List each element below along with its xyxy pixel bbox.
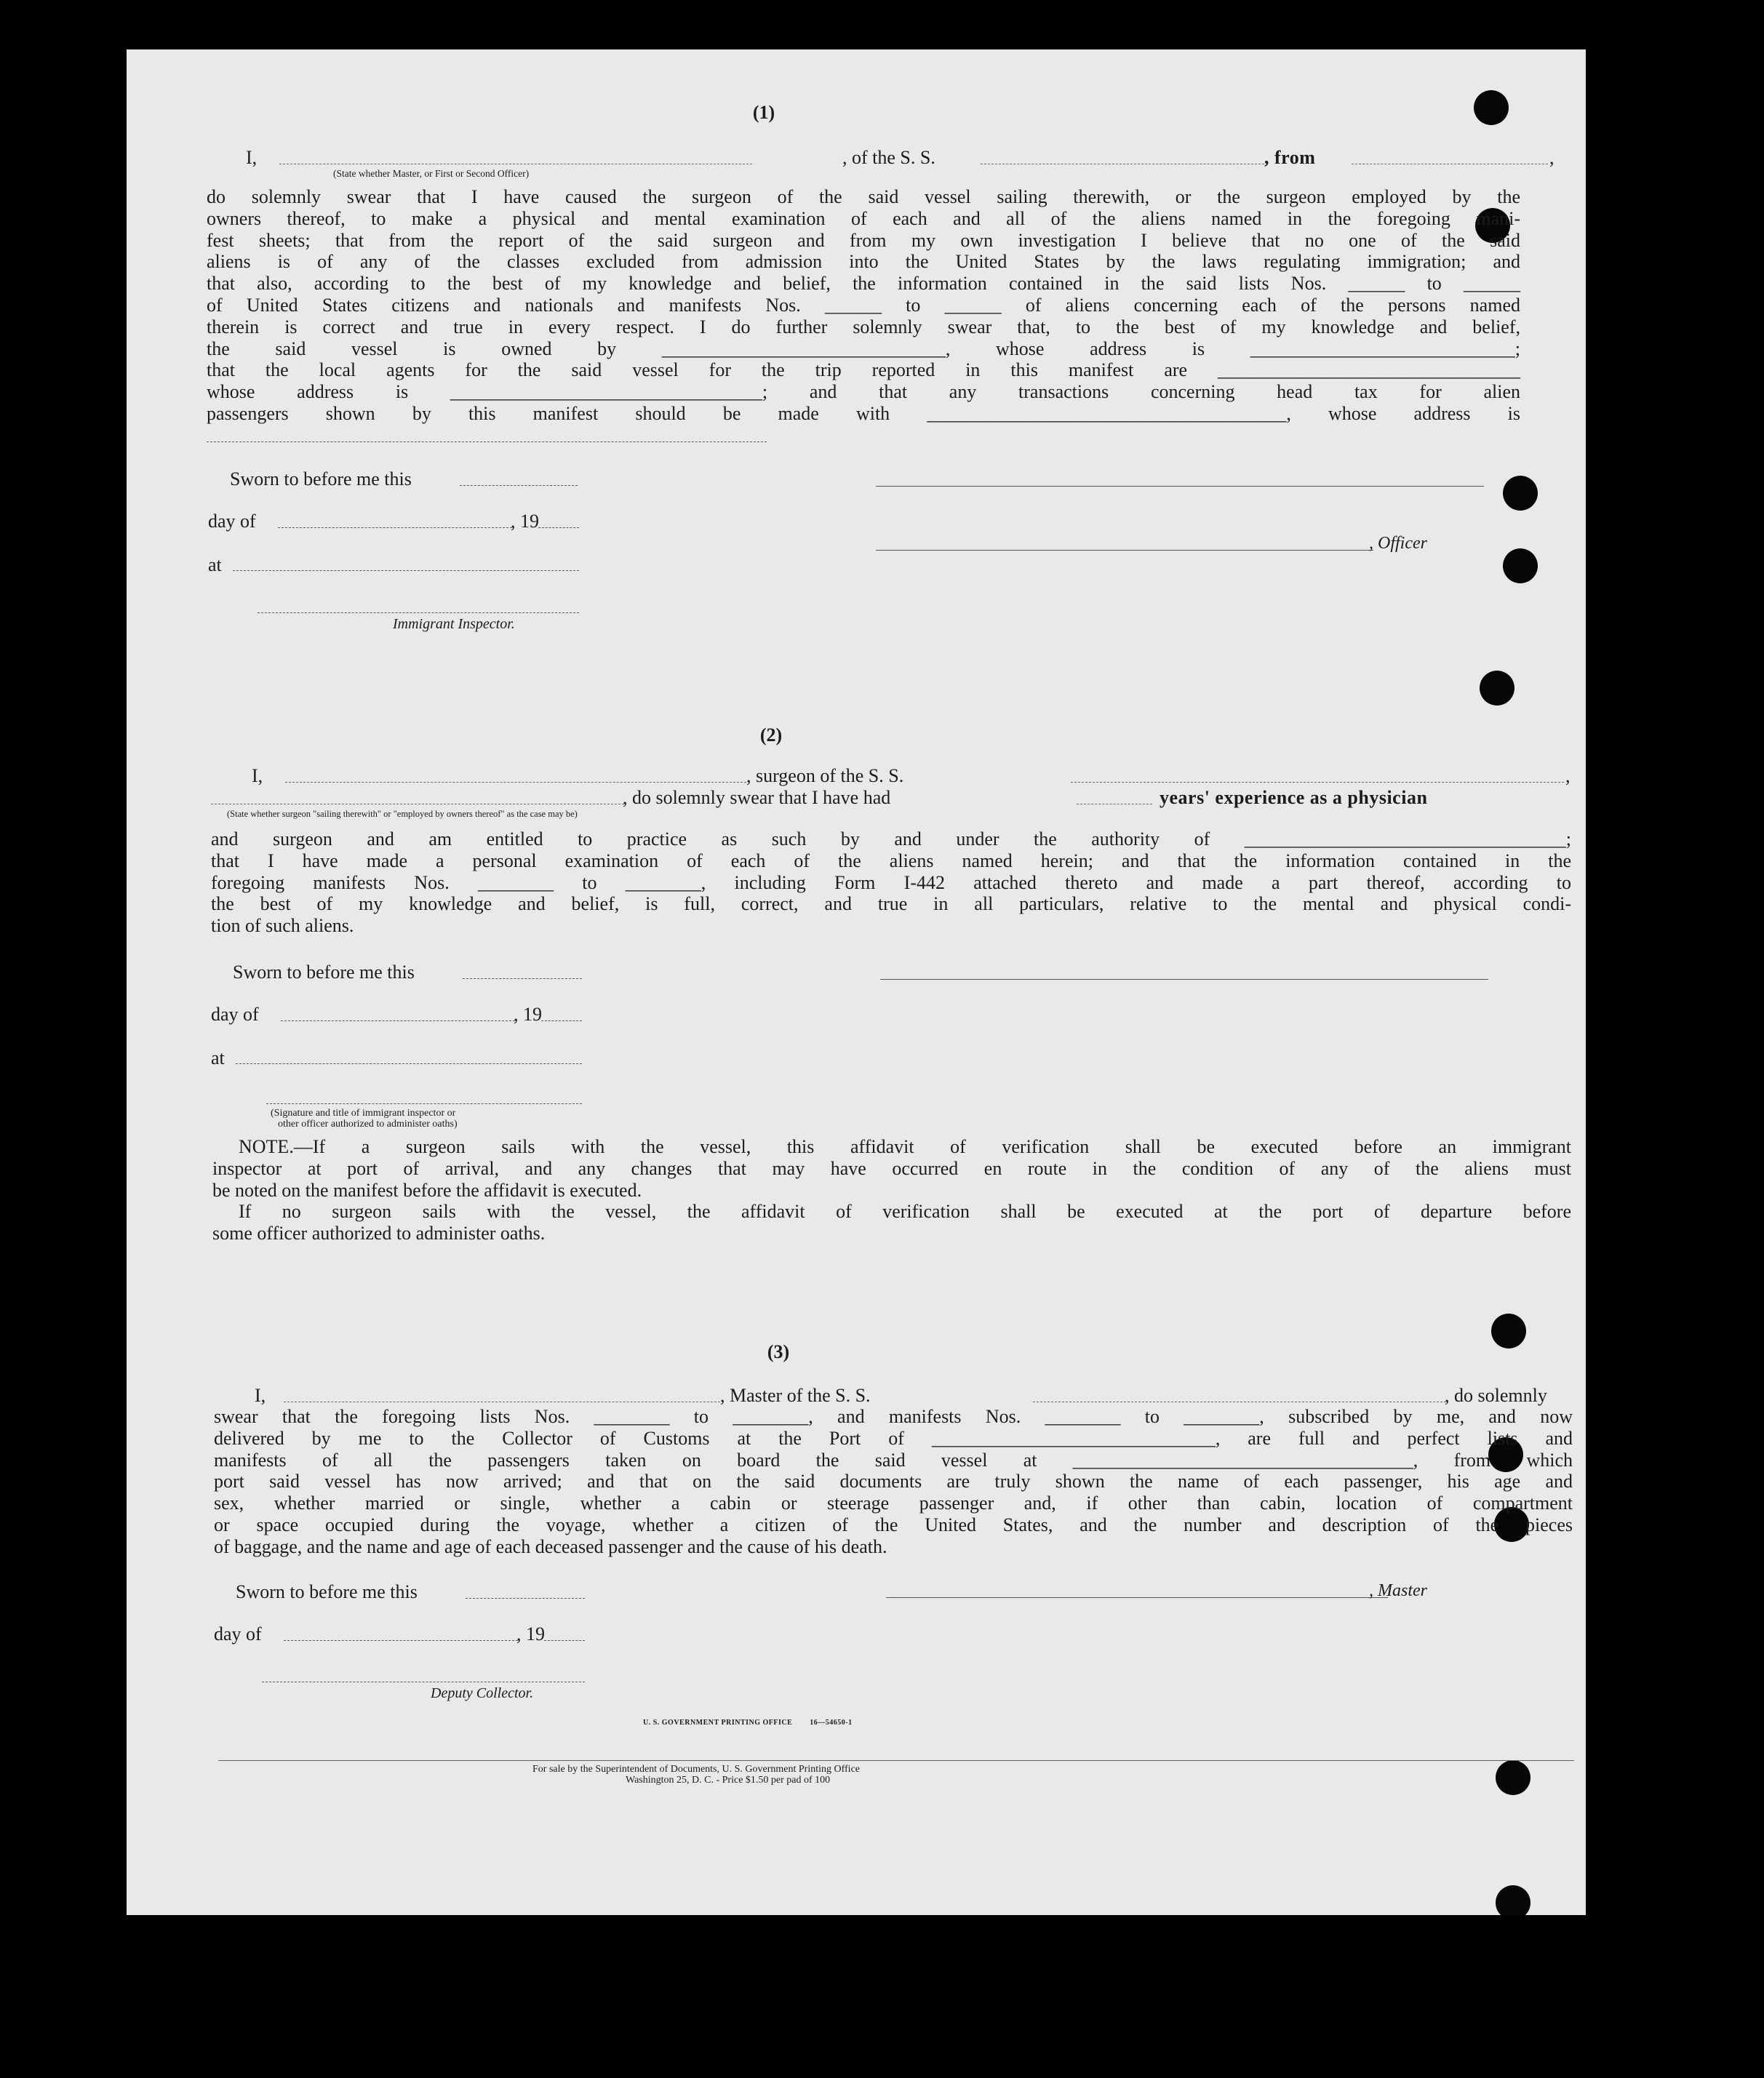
paragraph-line: sex, whether married or single, whether a cabin or steerage passenger and, if other than cabin, location of compartment <box>214 1492 1573 1514</box>
from-port-blank <box>1352 163 1548 164</box>
sworn-label-1: Sworn to before me this <box>230 468 412 489</box>
paragraph-line: do solemnly swear that I have caused the surgeon of the said vessel sailing therewith, or the surgeon employed by the <box>207 186 1520 207</box>
document-page <box>127 49 1586 1915</box>
text-years-experience: years' experience as a physician <box>1160 787 1428 808</box>
paragraph-line: therein is correct and true in every respect. I do further solemnly swear that, to the best of my knowledge and belief, <box>207 316 1520 337</box>
section-3-paragraph <box>214 1406 1573 1558</box>
surgeon-status-blank <box>211 803 624 804</box>
section-1-heading: (1) <box>752 102 775 123</box>
paragraph-line: owners thereof, to make a physical and mental examination of each and all of the aliens named in the foregoing mani- <box>207 207 1520 229</box>
officer-caption: , Officer <box>1369 534 1427 553</box>
paragraph-line: the said vessel is owned by ______________________________, whose address is ____________________________; <box>207 337 1520 359</box>
text-I: I, <box>255 1385 266 1406</box>
paragraph-line: tion of such aliens. <box>211 915 354 937</box>
vessel-name-blank <box>1071 781 1564 783</box>
day-of-label-3: day of <box>214 1623 262 1645</box>
day-of-label-2: day of <box>211 1004 259 1025</box>
paragraph-line: foregoing manifests Nos. ________ to ________, including Form I-442 attached thereto and made a part thereof, according to <box>211 871 1571 893</box>
at-label-2: at <box>211 1047 225 1068</box>
text-do-solemnly: , do solemnly <box>1445 1385 1547 1406</box>
signature-note-line-2: other officer authorized to administer oaths) <box>278 1119 458 1130</box>
paragraph-line: aliens is of any of the classes excluded from admission into the United States by the laws regulating immigration; and <box>207 251 1520 273</box>
at-blank-2 <box>236 1063 582 1064</box>
surgeon-name-blank <box>285 781 746 783</box>
binder-hole <box>1480 671 1514 706</box>
sworn-date-blank-1 <box>460 485 578 486</box>
officer-note: (State whether Master, or First or Second Officer) <box>333 168 530 179</box>
paragraph-line: of baggage, and the name and age of each deceased passenger and the cause of his death. <box>214 1535 887 1557</box>
surgeon-note: (State whether surgeon "sailing therewith" or "employed by owners thereof" as the case may be) <box>227 809 578 819</box>
paragraph-line: the best of my knowledge and belief, is full, correct, and true in all particulars, relative to the mental and physical condi- <box>211 893 1571 915</box>
text-from: , from <box>1264 147 1316 168</box>
binder-hole <box>1474 90 1509 125</box>
paragraph-line: that also, according to the best of my knowledge and belief, the information contained in the said lists Nos. ______ to ______ <box>207 273 1520 295</box>
note-line: NOTE.—If a surgeon sails with the vessel, this affidavit of verification shall be executed before an immigrant <box>239 1136 1571 1157</box>
years-blank <box>1077 803 1152 804</box>
binder-hole <box>1491 1314 1526 1348</box>
vessel-name-blank <box>1033 1401 1446 1402</box>
signature-note-line-1: (Signature and title of immigrant inspector or <box>271 1108 456 1119</box>
master-caption: , Master <box>1369 1581 1427 1600</box>
gpo-imprint: U. S. GOVERNMENT PRINTING OFFICE 16—54650-1 <box>643 1719 853 1727</box>
binder-hole <box>1496 1885 1530 1915</box>
year-label-3: , 19 <box>516 1623 545 1645</box>
text-surgeon-of-the-ss: , surgeon of the S. S. <box>746 765 904 786</box>
section-1-paragraph <box>207 186 1520 425</box>
section-3-heading: (3) <box>767 1341 790 1362</box>
at-label-1: at <box>208 554 222 575</box>
paragraph-line: and surgeon and am entitled to practice as such by and under the authority of __________________________________; <box>211 828 1571 850</box>
surgeon-signature-line <box>880 979 1488 980</box>
paragraph-line: fest sheets; that from the report of the said surgeon and from my own investigation I believe that no one of the said <box>207 229 1520 251</box>
vessel-name-blank <box>981 163 1264 164</box>
year-blank-3 <box>544 1640 585 1641</box>
day-blank-3 <box>284 1640 518 1641</box>
section-2-heading: (2) <box>759 724 783 746</box>
officer-name-blank <box>279 163 752 164</box>
text-master-of-the-ss: , Master of the S. S. <box>720 1385 871 1406</box>
binder-hole <box>1503 476 1538 511</box>
officer-signature-line-top <box>876 486 1484 487</box>
day-blank-2 <box>281 1020 515 1021</box>
section-2-note <box>212 1136 1571 1244</box>
sale-notice-line-1: For sale by the Superintendent of Documents, U. S. Government Printing Office <box>532 1764 860 1775</box>
year-blank-2 <box>541 1020 582 1021</box>
text-I: I, <box>252 765 263 786</box>
note-line: If no surgeon sails with the vessel, the affidavit of verification shall be executed at the port of departure before <box>239 1201 1571 1223</box>
binder-hole <box>1503 548 1538 583</box>
inspector-signature-blank <box>258 612 579 613</box>
binder-hole <box>1496 1760 1530 1795</box>
text-I: I, <box>246 147 258 168</box>
paragraph-line: delivered by me to the Collector of Customs at the Port of ______________________________, are full and perfect lists and <box>214 1427 1573 1449</box>
note-line: some officer authorized to administer oaths. <box>212 1223 546 1244</box>
officer-signature-line <box>876 550 1373 551</box>
paragraph-line: manifests of all the passengers taken on board the said vessel at ____________________________________, from which <box>214 1449 1573 1471</box>
text-of-the-ss: , of the S. S. <box>842 147 935 168</box>
text-comma: , <box>1549 147 1555 168</box>
sale-notice-line-2: Washington 25, D. C. - Price $1.50 per pad of 100 <box>626 1775 831 1786</box>
paragraph-line: that I have made a personal examination of each of the aliens named herein; and that the information contained in the <box>211 850 1571 871</box>
text-comma: , <box>1565 765 1571 786</box>
master-signature-line <box>886 1597 1388 1598</box>
year-blank-1 <box>538 527 579 528</box>
sworn-label-2: Sworn to before me this <box>233 962 415 983</box>
sworn-date-blank-2 <box>463 978 582 979</box>
paragraph-line: of United States citizens and nationals and manifests Nos. ______ to ______ of aliens concerning each of the persons named <box>207 294 1520 316</box>
year-label-2: , 19 <box>514 1004 542 1025</box>
sworn-date-blank-3 <box>466 1598 585 1599</box>
deputy-collector-caption: Deputy Collector. <box>431 1685 534 1701</box>
text-do-solemnly-swear: , do solemnly swear that I have had <box>623 787 891 808</box>
year-label-1: , 19 <box>511 511 539 532</box>
day-of-label-1: day of <box>208 511 256 532</box>
master-name-blank <box>284 1401 720 1402</box>
address-blank <box>207 441 767 442</box>
paragraph-line: port said vessel has now arrived; and that on the said documents are truly shown the name of each passenger, his age and <box>214 1471 1573 1492</box>
paragraph-line: or space occupied during the voyage, whether a citizen of the United States, and the number and description of the pieces <box>214 1514 1573 1535</box>
note-line: be noted on the manifest before the affidavit is executed. <box>212 1179 642 1201</box>
paragraph-line: passengers shown by this manifest should be made with ______________________________________, whose address is <box>207 402 1520 424</box>
paragraph-line: whose address is _________________________________; and that any transactions concerning head tax for alien <box>207 381 1520 403</box>
paragraph-line: that the local agents for the said vessel for the trip reported in this manifest are ________________________________ <box>207 359 1520 381</box>
at-blank-1 <box>233 570 579 571</box>
footer-rule <box>218 1760 1574 1761</box>
note-line: inspector at port of arrival, and any changes that may have occurred en route in the condition of any of the aliens must <box>212 1157 1571 1179</box>
section-2-paragraph <box>211 828 1571 937</box>
paragraph-line: swear that the foregoing lists Nos. ________ to ________, and manifests Nos. ________ to ________, subscribed by me, and now <box>214 1406 1573 1427</box>
immigrant-inspector-caption: Immigrant Inspector. <box>393 616 515 632</box>
day-blank-1 <box>278 527 512 528</box>
inspector-signature-blank-2 <box>266 1103 582 1104</box>
sworn-label-3: Sworn to before me this <box>236 1581 418 1602</box>
